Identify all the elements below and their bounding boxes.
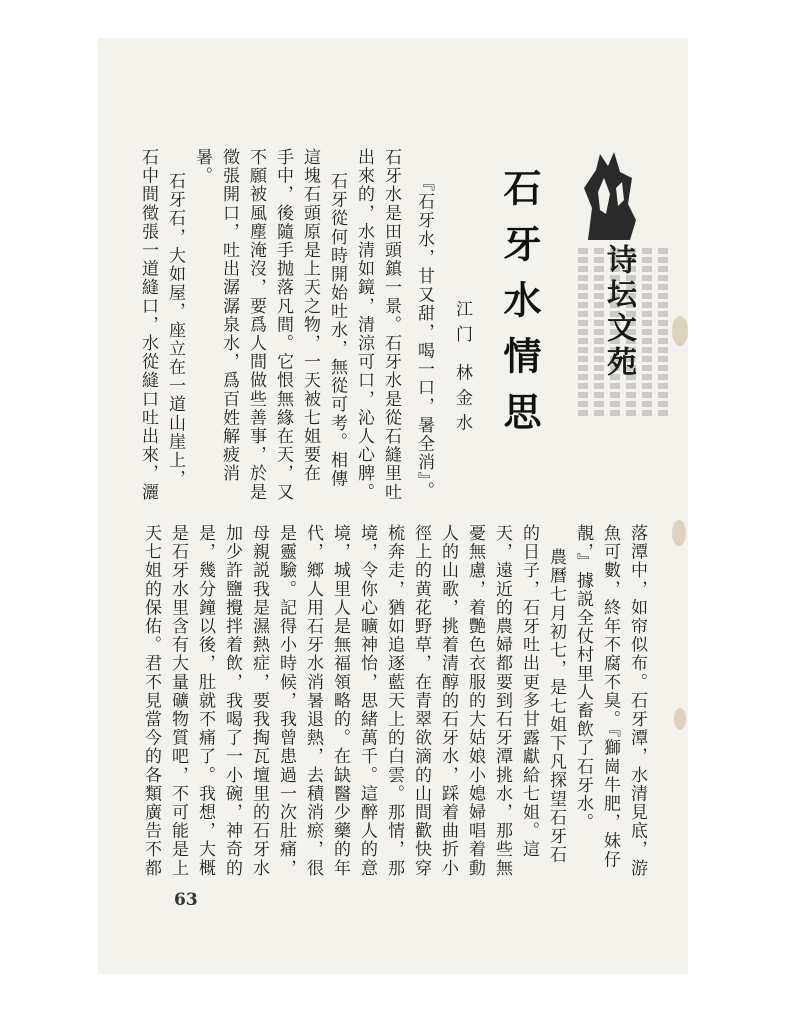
body-column: 是靈驗。記得小時候，我曾患過一次肚痛， xyxy=(276,524,296,878)
article-title: 石牙水情思 xyxy=(497,168,542,448)
body-column: 人的山歌，挑着清醇的石牙水，踩着曲折小 xyxy=(438,524,458,878)
body-column: 是，幾分鐘以後，肚就不痛了。我想，大概 xyxy=(195,524,215,878)
body-column: 手中，後隨手抛落凡間。它恨無緣在天，又 xyxy=(273,148,293,502)
body-column: 憂無慮，着艷色衣服的大姑娘小媳婦唱着動 xyxy=(465,524,485,878)
ink-painting-icon xyxy=(570,148,642,240)
body-column: 的日子，石牙吐出更多甘露獻給七姐。這 xyxy=(519,524,539,859)
paper-stain xyxy=(674,708,686,730)
article-author: 江门 林金水 xyxy=(452,300,472,439)
body-column: 徑上的黄花野草，在青翠欲滴的山間歡快穿 xyxy=(411,524,431,878)
body-column: 靚，』據説全仗村里人畜飲了石牙水。 xyxy=(573,524,593,832)
decoration-strip xyxy=(658,248,668,418)
body-column: 代，鄉人用石牙水消暑退熱，去積消瘀，很 xyxy=(303,524,323,878)
body-column: 農曆七月初七，是七姐下凡探望石牙石 xyxy=(546,548,566,865)
decoration-strip xyxy=(642,248,652,418)
paper-stain xyxy=(672,520,686,546)
section-title: 诗坛文苑 xyxy=(601,244,636,380)
body-column: 天，遠近的農婦都要到石牙潭挑水，那些無 xyxy=(492,524,512,878)
body-column: 『石牙水，甘又甜，喝一口，暑全消』。 xyxy=(414,174,434,501)
body-column: 石牙水是田頭鎮一景。石牙水是從石縫里吐 xyxy=(381,148,401,502)
body-column: 是石牙水里含有大量礦物質吧，不可能是上 xyxy=(168,524,188,878)
decoration-strip xyxy=(578,248,588,418)
body-column: 梳奔走，猶如追逐藍天上的白雲。那情，那 xyxy=(384,524,404,878)
body-column: 落潭中，如帘似布。石牙潭，水清見底，游 xyxy=(627,524,647,878)
body-column: 加少許鹽攪拌着飲，我喝了一小碗，神奇的 xyxy=(222,524,242,878)
body-column: 徵張開口，吐出潺潺泉水，爲百姓解疲消 xyxy=(219,148,239,483)
body-column: 天七姐的保佑。君不見當今的各類廣告不都 xyxy=(141,524,161,878)
body-column: 這塊石頭原是上天之物，一天被七姐要在 xyxy=(300,148,320,483)
body-column: 石牙從何時開始吐水，無從可考。相傳 xyxy=(327,172,347,489)
body-column: 境，令你心曠神怡，思緒萬千。這醉人的意 xyxy=(357,524,377,878)
body-column: 暑。 xyxy=(192,148,212,186)
body-column: 出來的，水清如鏡，清涼可口，沁人心脾。 xyxy=(354,148,374,502)
body-column: 境，城里人是無福領略的。在缺醫少藥的年 xyxy=(330,524,350,878)
body-column: 母親説我是濕熱症，要我掏瓦壇里的石牙水 xyxy=(249,524,269,878)
body-column: 魚可數，終年不腐不臭。『獅崗牛肥，妹仔 xyxy=(600,524,620,869)
body-column: 石中間徵張一道縫口，水從縫口吐出來，灑 xyxy=(138,148,158,502)
body-column: 不願被風塵淹沒，要爲人間做些善事，於是 xyxy=(246,148,266,502)
paper-stain xyxy=(672,316,688,346)
body-column: 石牙石，大如屋，座立在一道山崖上， xyxy=(165,172,185,489)
page-number: 63 xyxy=(174,890,198,910)
